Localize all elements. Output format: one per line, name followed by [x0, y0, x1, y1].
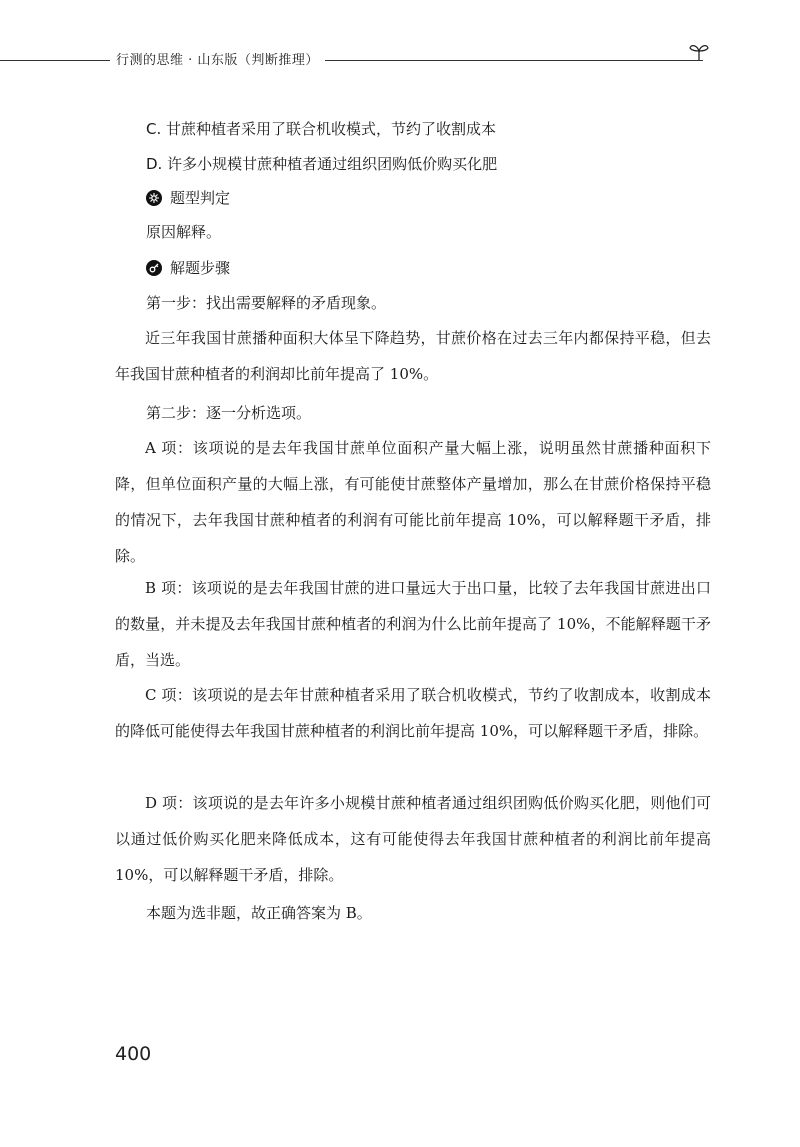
header-rule-right	[325, 60, 703, 61]
step-two: 第二步：逐一分析选项。	[146, 404, 312, 422]
running-header-title: 行测的思维 · 山东版（判断推理）	[116, 53, 319, 68]
type-heading-label: 题型判定	[170, 189, 231, 207]
gear-icon	[146, 190, 162, 206]
conclusion: 本题为选非题，故正确答案为 B。	[146, 904, 372, 922]
option-d: D. 许多小规模甘蔗种植者通过组织团购低价购买化肥	[146, 155, 498, 173]
page-number: 400	[115, 1043, 152, 1065]
steps-section-heading	[146, 257, 230, 278]
type-value: 原因解释。	[146, 223, 222, 241]
steps-heading-label: 解题步骤	[170, 259, 231, 277]
key-icon	[146, 260, 162, 276]
contradiction-paragraph: 近三年我国甘蔗播种面积大体呈下降趋势，甘蔗价格在过去三年内都保持平稳，但去年我国甘蔗种植者的利润却比前年提高了 10%。	[115, 329, 711, 383]
analysis-option-a: A 项：该项说的是去年我国甘蔗单位面积产量大幅上涨，说明虽然甘蔗播种面积下降，但单位面积产量的大幅上涨，有可能使甘蔗整体产量增加，那么在甘蔗价格保持平稳的情况下，去年我国甘蔗种植者的利润有可能比前年提高 10%，可以解释题干矛盾，排除。	[115, 439, 711, 565]
header-rule-left	[0, 60, 110, 61]
analysis-option-b: B 项：该项说的是去年我国甘蔗的进口量远大于出口量，比较了去年我国甘蔗进出口的数量，并未提及去年我国甘蔗种植者的利润为什么比前年提高了 10%，不能解释题干矛盾，当选。	[115, 579, 711, 669]
option-c: C. 甘蔗种植者采用了联合机收模式，节约了收割成本	[146, 120, 497, 138]
type-section-heading	[146, 187, 230, 208]
analysis-option-d: D 项：该项说的是去年许多小规模甘蔗种植者通过组织团购低价购买化肥，则他们可以通过低价购买化肥来降低成本，这有可能使得去年我国甘蔗种植者的利润比前年提高 10%，可以解释题干矛盾，排除。	[115, 794, 711, 884]
sprout-icon	[688, 40, 710, 62]
analysis-option-c: C 项：该项说的是去年甘蔗种植者采用了联合机收模式，节约了收割成本，收割成本的降低可能使得去年我国甘蔗种植者的利润比前年提高 10%，可以解释题干矛盾，排除。	[115, 686, 711, 740]
step-one: 第一步：找出需要解释的矛盾现象。	[146, 294, 387, 312]
